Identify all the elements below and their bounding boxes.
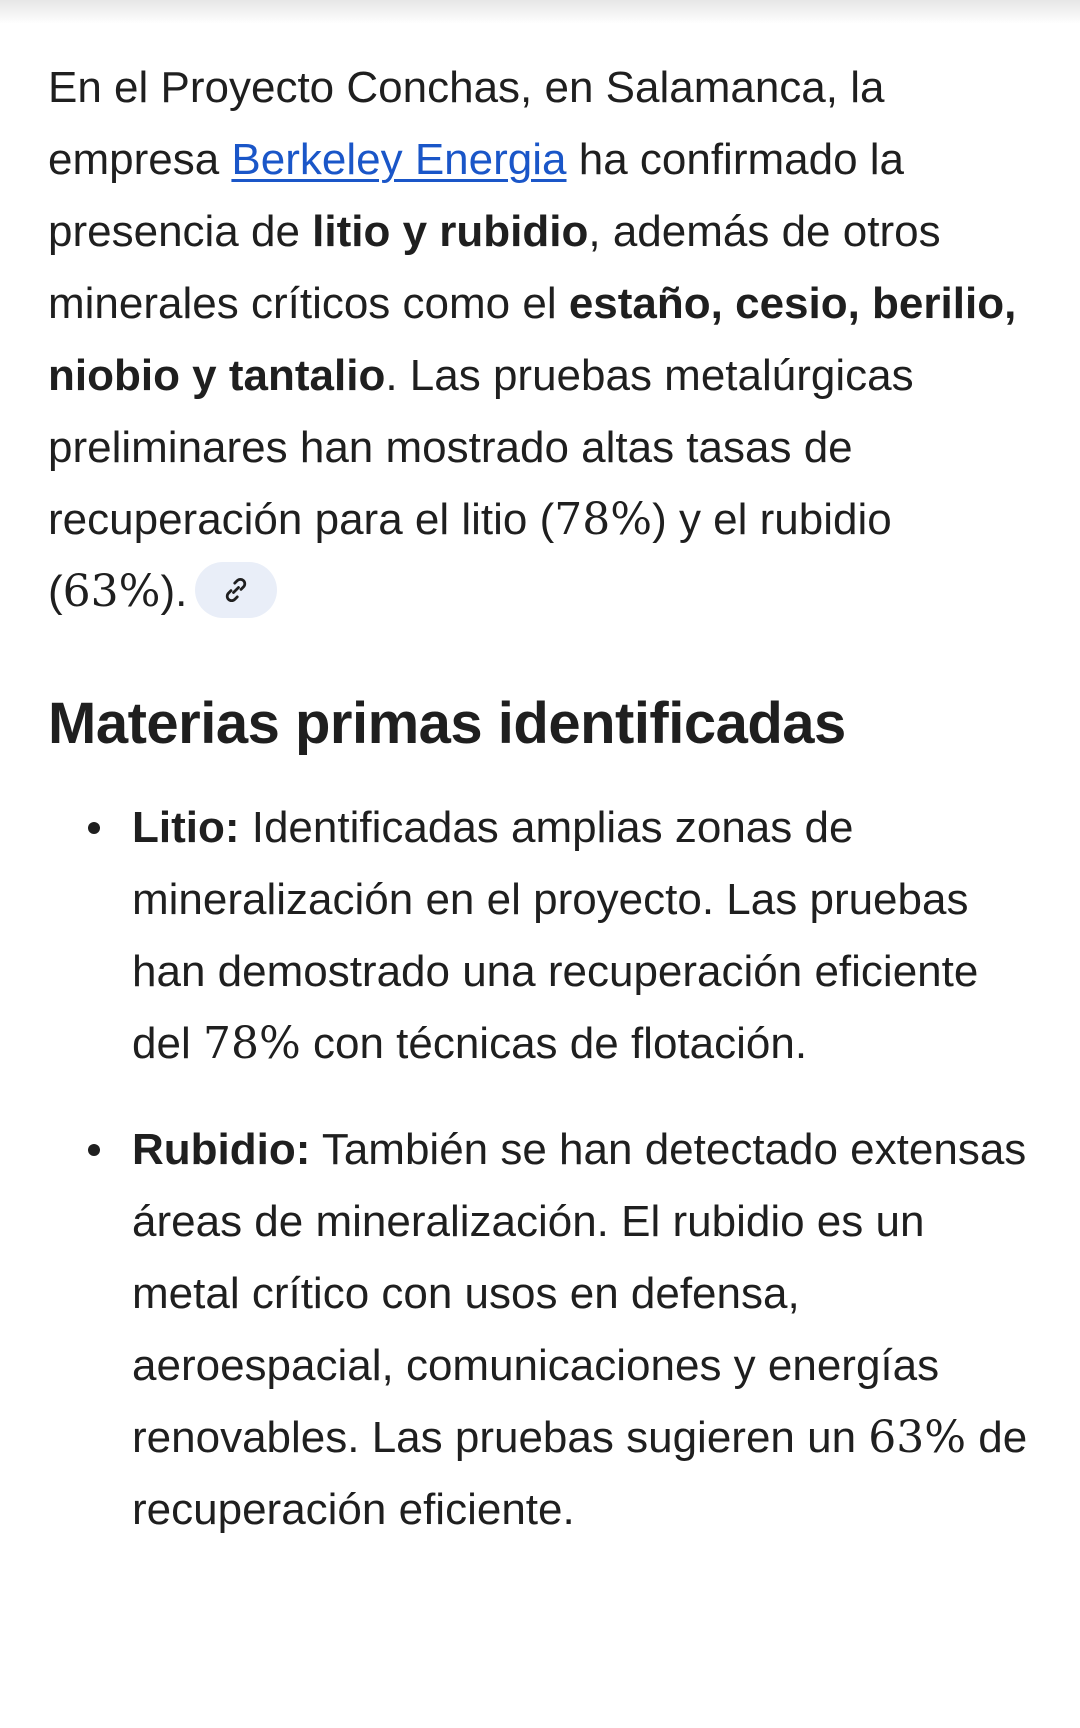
intro-text: , además de otros minerales críticos como el [48, 207, 941, 328]
intro-paragraph [48, 52, 1038, 628]
source-citation-chip[interactable] [195, 562, 277, 618]
article-content [48, 52, 1038, 1580]
intro-text: En el Proyecto Conchas, en Salamanca, la empresa [48, 63, 885, 184]
intro-text: ) y el rubidio ( [48, 495, 892, 616]
lithium-percentage: 78% [554, 494, 653, 545]
bullet-dot [88, 1144, 100, 1156]
list-item-rubidium [48, 1114, 1038, 1546]
item-text: con técnicas de flotación. [300, 1019, 808, 1068]
item-percentage: 63% [868, 1412, 967, 1463]
bold-minerals-1: litio y rubidio [312, 207, 589, 256]
berkeley-energia-link[interactable]: Berkeley Energia [231, 135, 567, 184]
rubidium-percentage: 63% [62, 566, 161, 617]
item-label: Rubidio: [132, 1125, 311, 1174]
item-text: de recuperación eficiente. [132, 1413, 1028, 1534]
section-heading: Materias primas identificadas [48, 691, 846, 756]
bullet-dot [88, 822, 100, 834]
item-label: Litio: [132, 803, 240, 852]
list-item-lithium [48, 792, 1038, 1080]
link-icon [221, 575, 251, 605]
intro-text: ). [160, 567, 188, 616]
item-percentage: 78% [202, 1018, 301, 1069]
intro-text: . Las pruebas metalúrgicas preliminares han mostrado altas tasas de recuperación para el litio ( [48, 351, 914, 544]
item-text: Identificadas amplias zonas de mineralización en el proyecto. Las pruebas han demostrado una recuperación eficiente del [132, 803, 979, 1068]
top-bar-shadow [0, 0, 1080, 24]
item-text: También se han detectado extensas áreas de mineralización. El rubidio es un metal crítico con usos en defensa, aeroespacial, comunicaciones y energías renovables. Las pruebas sugieren un [132, 1125, 1027, 1462]
bold-minerals-2: estaño, cesio, berilio, niobio y tantalio [48, 279, 1017, 400]
intro-text: ha confirmado la presencia de [48, 135, 905, 256]
materials-list [48, 792, 1038, 1546]
